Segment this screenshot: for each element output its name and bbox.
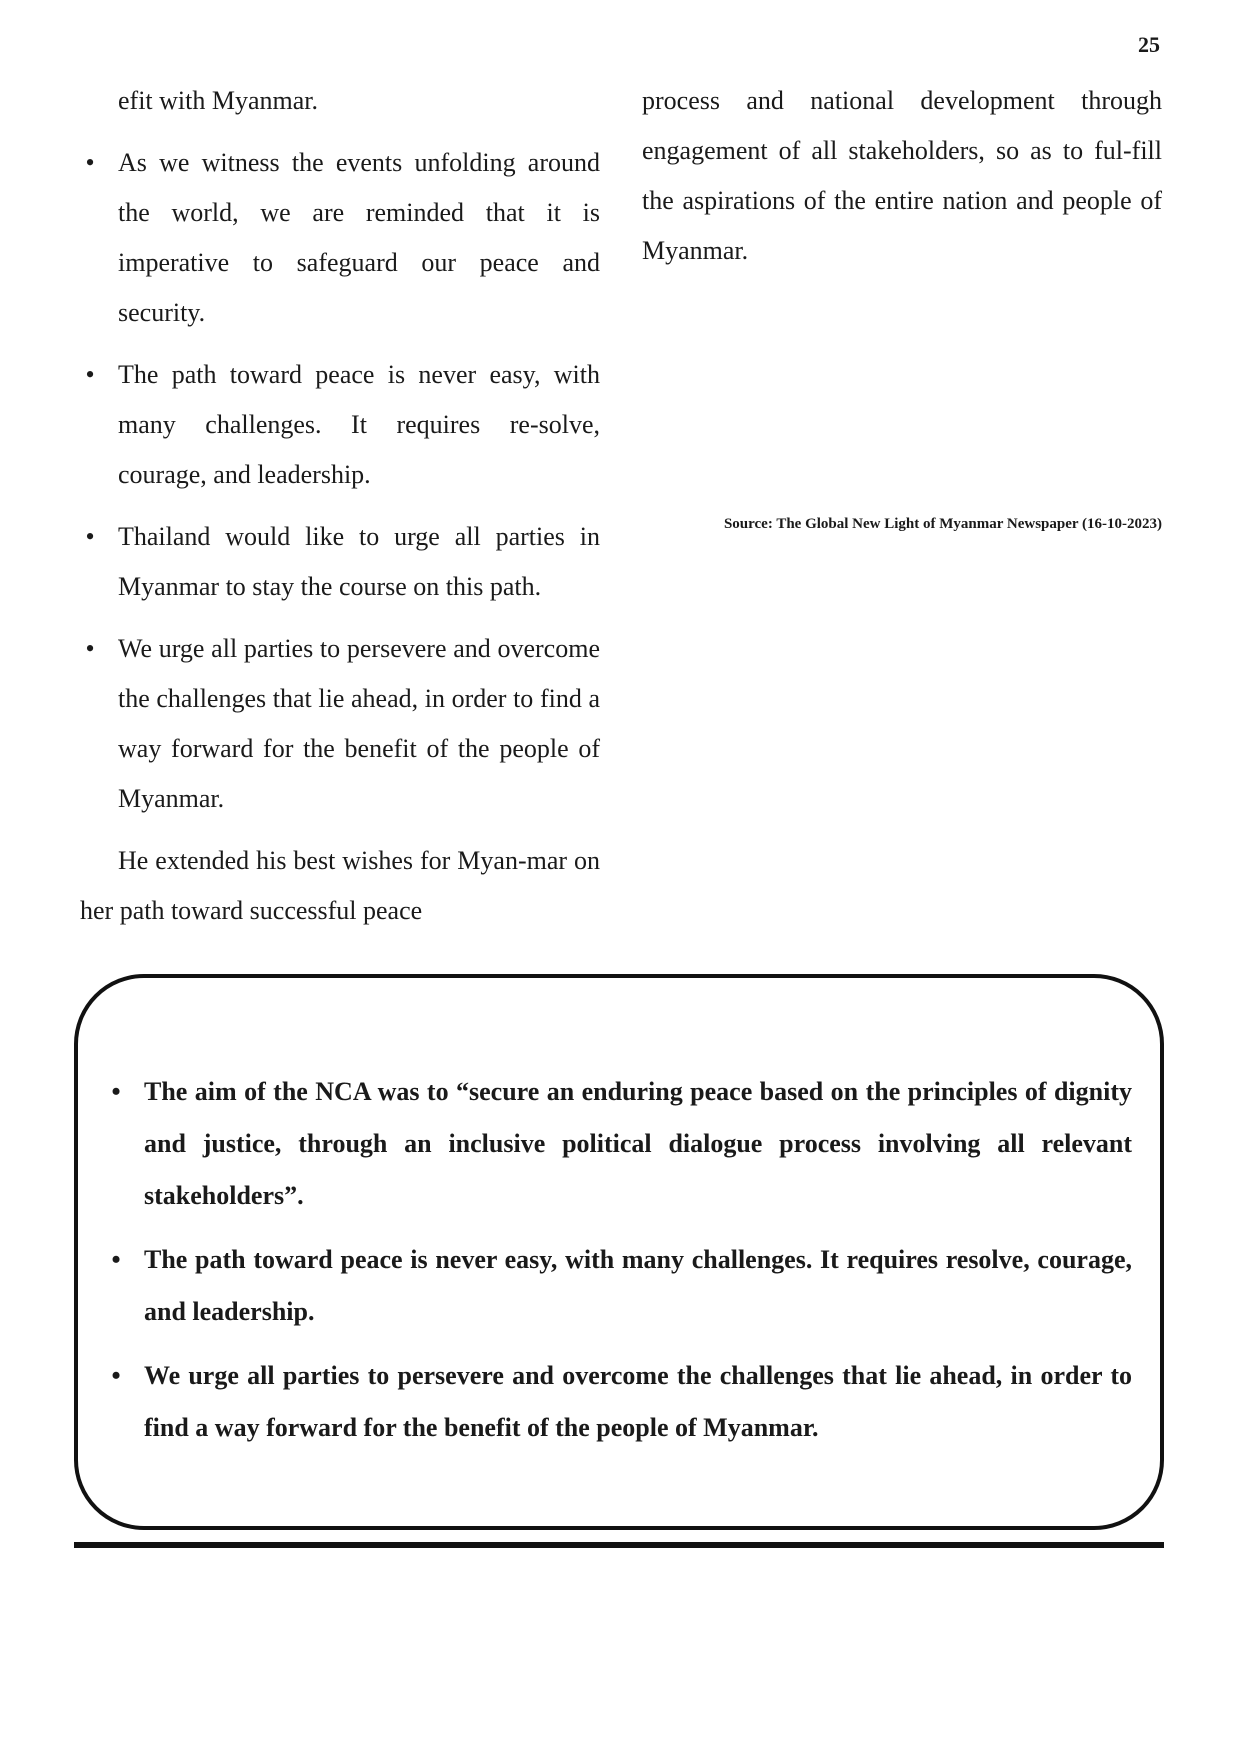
bullet-icon: • — [111, 1245, 121, 1274]
source-citation: Source: The Global New Light of Myanmar Newspaper (16-10-2023) — [723, 516, 1162, 532]
left-bullet-list — [80, 138, 600, 824]
bullet-text: Thailand would like to urge all parties in Myanmar to stay the course on this path. — [118, 522, 600, 601]
page-number: 25 — [1138, 32, 1160, 57]
left-column — [80, 76, 600, 936]
list-item — [106, 1234, 1132, 1338]
bullet-icon: • — [85, 360, 95, 389]
callout-text: We urge all parties to persevere and overcome the challenges that lie ahead, in order to find a way forward for the benefit of the people of Myanmar. — [144, 1361, 1132, 1442]
bullet-icon: • — [85, 634, 95, 663]
list-item — [80, 350, 600, 500]
bullet-text: As we witness the events unfolding around the world, we are reminded that it is imperative to safeguard our peace and security. — [118, 148, 600, 327]
bullet-icon: • — [111, 1361, 121, 1390]
list-item — [106, 1350, 1132, 1454]
callout-box — [74, 974, 1164, 1530]
list-item — [80, 138, 600, 338]
list-item — [80, 624, 600, 824]
callout-bullet-list — [106, 1066, 1132, 1466]
bullet-text: We urge all parties to persevere and overcome the challenges that lie ahead, in order to find a way forward for the benefit of the people of Myanmar. — [118, 634, 600, 813]
body-paragraph: He extended his best wishes for Myan-mar on her path toward successful peace — [80, 846, 600, 925]
list-item — [80, 512, 600, 612]
bullet-text: The path toward peace is never easy, with many challenges. It requires re-solve, courage, and leadership. — [118, 360, 600, 489]
bullet-icon: • — [85, 148, 95, 177]
callout-text: The path toward peace is never easy, with many challenges. It requires resolve, courage, and leadership. — [144, 1245, 1132, 1326]
right-column — [642, 76, 1162, 276]
horizontal-rule — [74, 1542, 1164, 1548]
list-item — [106, 1066, 1132, 1222]
continuation-text: efit with Myanmar. — [118, 86, 319, 115]
body-paragraph: process and national development through engagement of all stakeholders, so as to ful-fill the aspirations of the entire nation and people of Myanmar. — [642, 86, 1162, 265]
bullet-icon: • — [85, 522, 95, 551]
bullet-icon: • — [111, 1077, 121, 1106]
callout-text: The aim of the NCA was to “secure an enduring peace based on the principles of dignity and justice, through an inclusive political dialogue process involving all relevant stakeholders”. — [144, 1077, 1132, 1210]
